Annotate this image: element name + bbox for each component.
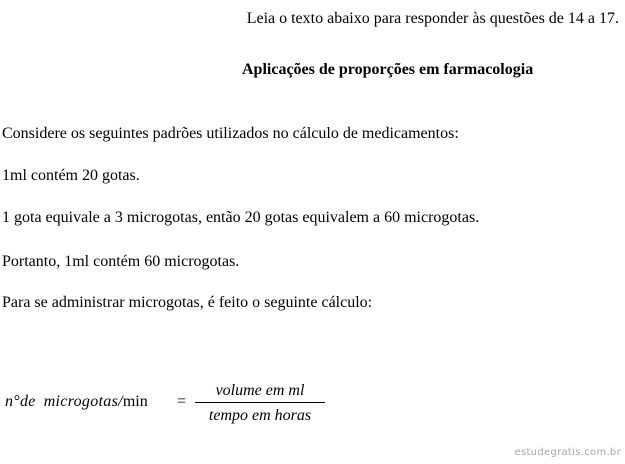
formula-numerator: volume em ml bbox=[215, 382, 305, 399]
document-title: Aplicações de proporções em farmacologia bbox=[242, 61, 534, 78]
formula-unit: min bbox=[122, 393, 148, 410]
formula-fraction bbox=[195, 382, 325, 425]
paragraph: Para se administrar microgotas, é feito o seguinte cálculo: bbox=[2, 294, 373, 311]
formula-denominator: tempo em horas bbox=[208, 407, 312, 424]
paragraph: Considere os seguintes padrões utilizados no cálculo de medicamentos: bbox=[2, 125, 459, 142]
formula-slash: / bbox=[118, 393, 123, 410]
formula-equals: = bbox=[177, 393, 187, 410]
paragraph: 1 gota equivale a 3 microgotas, então 20 gotas equivalem a 60 microgotas. bbox=[2, 209, 480, 226]
formula-microdrops-label: microgotas bbox=[43, 393, 119, 410]
paragraph: 1ml contém 20 gotas. bbox=[2, 167, 140, 184]
formula-count-label: n°de bbox=[5, 393, 36, 410]
formula-left-side bbox=[5, 393, 148, 411]
fraction-bar bbox=[195, 402, 325, 403]
intro-text: Leia o texto abaixo para responder às questões de 14 a 17. bbox=[246, 10, 619, 27]
paragraph: Portanto, 1ml contém 60 microgotas. bbox=[2, 253, 240, 270]
site-watermark: estudegratis.com.br bbox=[514, 447, 621, 458]
